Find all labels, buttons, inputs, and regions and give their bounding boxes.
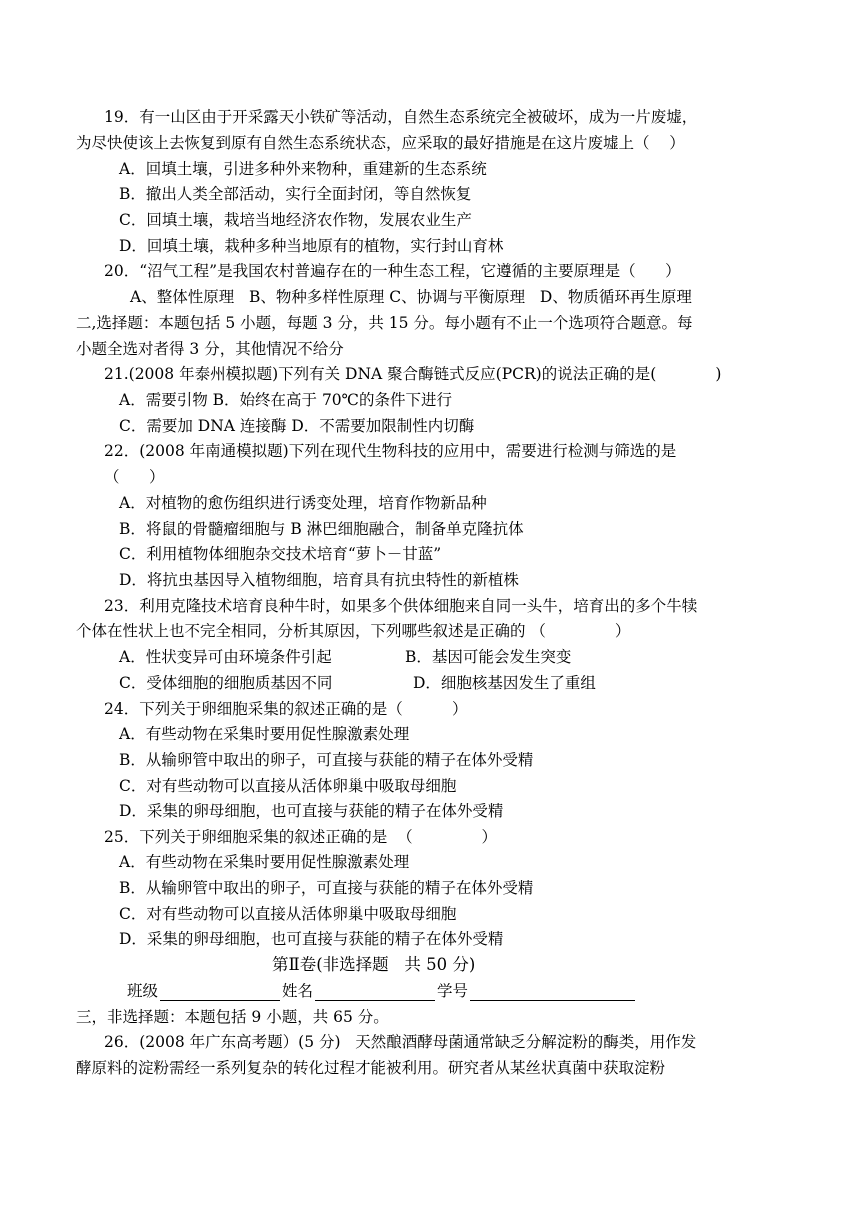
q23-stem-line1: 23．利用克隆技术培育良种牛时，如果多个供体细胞来自同一头牛，培育出的多个牛犊	[104, 597, 698, 615]
q22-answer-paren: （ ）	[104, 468, 165, 486]
q22-option-b: B．将鼠的骨髓瘤细胞与 B 淋巴细胞融合，制备单克隆抗体	[119, 520, 524, 538]
q22-option-a: A．对植物的愈伤组织进行诱变处理，培育作物新品种	[119, 494, 487, 512]
q20-stem: 20．“沼气工程”是我国农村普遍存在的一种生态工程，它遵循的主要原理是（ ）	[104, 262, 681, 280]
q26-line1: 26．(2008 年广东高考题）(5 分) 天然酿酒酵母菌通常缺乏分解淀粉的酶类，用作发	[104, 1033, 697, 1051]
q21-options-line1: A．需要引物 B．始终在高于 70℃的条件下进行	[119, 391, 453, 409]
part2-title: 第Ⅱ卷(非选择题 共 50 分)	[272, 955, 476, 974]
id-label: 学号	[437, 982, 469, 1000]
q24-stem: 24．下列关于卵细胞采集的叙述正确的是（ ）	[104, 700, 468, 718]
q23-stem-line2: 个体在性状上也不完全相同，分析其原因，下列哪些叙述是正确的 （ ）	[76, 622, 631, 640]
q21-options-line2: C．需要加 DNA 连接酶 D．不需要加限制性内切酶	[119, 417, 475, 435]
q19-stem-line2: 为尽快使该上去恢复到原有自然生态系统状态，应采取的最好措施是在这片废墟上（ ）	[76, 134, 685, 152]
section2-heading-line1: 二,选择题：本题包括 5 小题，每题 3 分，共 15 分。每小题有不止一个选项符合题意。每	[76, 314, 693, 332]
section3-heading: 三，非选择题：本题包括 9 小题，共 65 分。	[76, 1008, 389, 1026]
q26-line2: 酵原料的淀粉需经一系列复杂的转化过程才能被利用。研究者从某丝状真菌中获取淀粉	[76, 1059, 666, 1077]
q24-option-a: A．有些动物在采集时要用促性腺激素处理	[119, 725, 410, 743]
q25-option-a: A．有些动物在采集时要用促性腺激素处理	[119, 853, 410, 871]
class-blank[interactable]	[160, 982, 280, 1001]
q19-option-d: D．回填土壤，栽种多种当地原有的植物，实行封山育林	[119, 237, 504, 255]
q25-option-d: D．采集的卵母细胞，也可直接与获能的精子在体外受精	[119, 930, 504, 948]
q25-option-b: B．从输卵管中取出的卵子，可直接与获能的精子在体外受精	[119, 879, 534, 897]
q24-option-d: D．采集的卵母细胞，也可直接与获能的精子在体外受精	[119, 802, 504, 820]
q25-stem: 25．下列关于卵细胞采集的叙述正确的是 （ ）	[104, 828, 498, 846]
q24-option-b: B．从输卵管中取出的卵子，可直接与获能的精子在体外受精	[119, 751, 534, 769]
q25-option-c: C．对有些动物可以直接从活体卵巢中吸取母细胞	[119, 905, 457, 923]
q23-option-c: C．受体细胞的细胞质基因不同	[119, 674, 333, 692]
q19-stem-line1: 19．有一山区由于开采露天小铁矿等活动，自然生态系统完全被破坏，成为一片废墟，	[104, 108, 698, 126]
q19-option-a: A．回填土壤，引进多种外来物种，重建新的生态系统	[119, 160, 487, 178]
q22-stem: 22．(2008 年南通模拟题)下列在现代生物科技的应用中，需要进行检测与筛选的是	[104, 442, 677, 460]
name-blank[interactable]	[315, 982, 435, 1001]
q21-stem: 21.(2008 年泰州模拟题)下列有关 DNA 聚合酶链式反应(PCR)的说法正确的是( )	[104, 365, 722, 383]
q22-option-c: C．利用植物体细胞杂交技术培育“萝卜－甘蓝”	[119, 545, 442, 563]
q22-option-d: D．将抗虫基因导入植物细胞，培育具有抗虫特性的新植株	[119, 571, 519, 589]
name-label: 姓名	[282, 982, 314, 1000]
class-label: 班级	[127, 982, 159, 1000]
id-blank[interactable]	[470, 982, 635, 1001]
q24-option-c: C．对有些动物可以直接从活体卵巢中吸取母细胞	[119, 777, 457, 795]
section2-heading-line2: 小题全选对者得 3 分，其他情况不给分	[76, 340, 344, 358]
q23-option-b: B．基因可能会发生突变	[405, 648, 572, 666]
q23-option-a: A．性状变异可由环境条件引起	[119, 648, 332, 666]
q19-option-b: B．撤出人类全部活动，实行全面封闭，等自然恢复	[119, 185, 472, 203]
q19-option-c: C．回填土壤，栽培当地经济农作物，发展农业生产	[119, 211, 472, 229]
q23-option-d: D．细胞核基因发生了重组	[413, 674, 596, 692]
q20-options: A、整体性原理 B、物种多样性原理 C、协调与平衡原理 D、物质循环再生原理	[130, 288, 692, 306]
